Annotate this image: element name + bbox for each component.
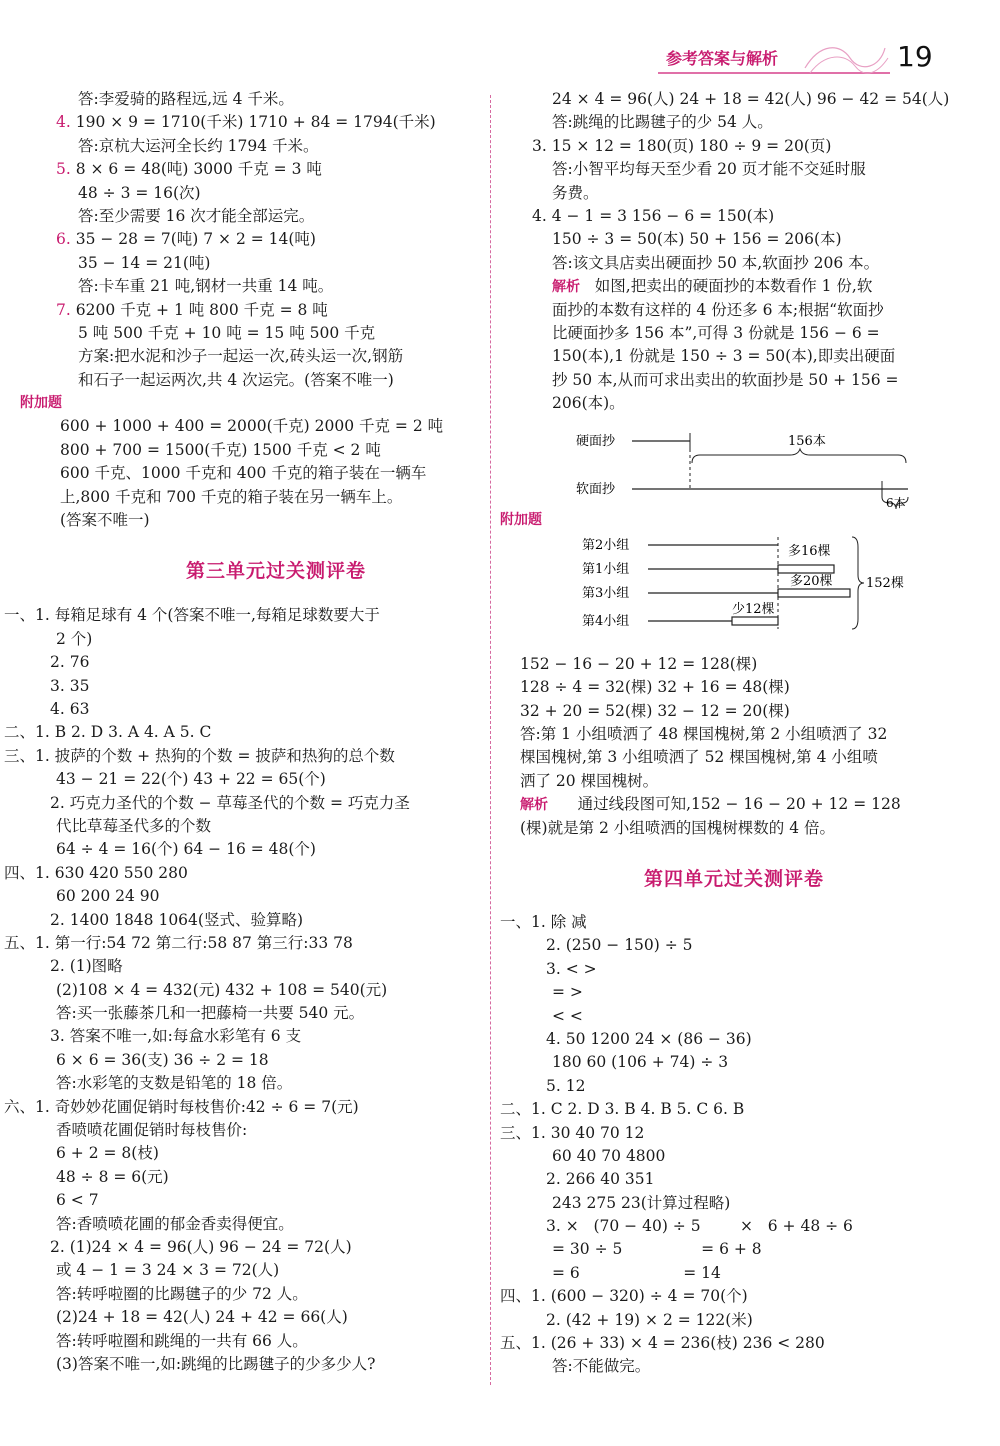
item-number: 4. [56,113,71,132]
text-line: 4. 50 1200 24 × (86 − 36) [546,1029,752,1048]
total-brace [852,537,864,629]
extra-question-label: 附加题 [500,512,542,529]
text-line: 5. 12 [546,1076,586,1095]
text-line: 答:京杭大运河全长约 1794 千米。 [78,136,319,155]
header-title: 参考答案与解析 [666,49,779,68]
section-title: 第三单元过关测评卷 [185,560,366,583]
text-line: (2)24 + 18 = 42(人) 24 + 42 = 66(人) [56,1308,348,1327]
text-line-content: 190 × 9 = 1710(千米) 1710 + 84 = 1794(千米) [75,113,436,132]
text-line: 上,800 千克和 700 千克的箱子装在另一辆车上。 [60,487,403,506]
text-line: 三、1. 披萨的个数 + 热狗的个数 = 披萨和热狗的总个数 [4,746,395,765]
text-line: 答:卡车重 21 吨,钢材一共重 14 吨。 [78,277,334,296]
group-label: 第3小组 [582,585,630,601]
text-line: 答:买一张藤茶几和一把藤椅一共要 540 元。 [56,1004,365,1023]
page-header [0,0,1000,85]
text-line: 152 − 16 − 20 + 12 = 128(棵) [520,654,758,673]
group-label: 第4小组 [582,613,630,629]
diagram-diff-label: 156本 [788,434,826,450]
text-line: 2. (250 − 150) ÷ 5 [546,936,693,955]
text-line-content: 6200 千克 + 1 吨 800 千克 = 8 吨 [75,300,328,319]
text-line: 3. 答案不唯一,如:每盒水彩笔有 6 支 [50,1027,302,1046]
text-line-content: 35 − 28 = 7(吨) 7 × 2 = 14(吨) [75,230,316,249]
text-line: 2. 76 [50,653,90,672]
diff-label-more16: 多16棵 [788,543,831,559]
text-line: 答:不能做完。 [552,1357,651,1376]
page-number: 19 [897,40,933,73]
diagram-extra-label: 6本 [886,496,906,510]
text-line: 4. 4 − 1 = 3 156 − 6 = 150(本) [532,206,775,225]
analysis-label: 解析 [552,279,580,296]
text-line: 答:第 1 小组喷洒了 48 棵国槐树,第 2 小组喷洒了 32 [520,725,888,744]
right-column [500,88,950,1379]
text-line: 五、1. (26 + 33) × 4 = 236(枝) 236 < 280 [500,1334,825,1353]
text-line: 2. 1400 1848 1064(竖式、验算略) [50,910,304,929]
text-line [520,275,948,298]
analysis-label: 解析 [520,797,548,814]
text-line: 128 ÷ 4 = 32(棵) 32 + 16 = 48(棵) [520,678,790,697]
text-line: < < [552,1006,583,1025]
text-line: 3. 15 × 12 = 180(页) 180 ÷ 9 = 20(页) [532,136,832,155]
text-line: 答:小智平均每天至少看 20 页才能不交延时服 [552,160,866,179]
text-line: 600 千克、1000 千克和 400 千克的箱子装在一辆车 [60,464,427,483]
text-line: 4. 63 [50,699,90,718]
text-line: 比硬面抄多 156 本”,可得 3 份就是 156 − 6 = [552,323,880,342]
analysis-text: 如图,把卖出的硬面抄的本数看作 1 份,软 [594,277,873,296]
text-line: 6 × 6 = 36(支) 36 ÷ 2 = 18 [56,1050,269,1069]
text-line: 棵国槐树,第 3 小组喷洒了 52 棵国槐树,第 4 小组喷 [520,748,878,767]
text-line: 2. (1)图略 [50,957,123,976]
group-label: 第1小组 [582,561,630,577]
text-line-content: 8 × 6 = 48(吨) 3000 千克 = 3 吨 [75,160,322,179]
text-line: 24 × 4 = 96(人) 24 + 18 = 42(人) 96 − 42 = 54(人) [552,90,950,108]
analysis-text: 通过线段图可知,152 − 16 − 20 + 12 = 128 [577,795,901,814]
text-line: 800 + 700 = 1500(千克) 1500 千克 < 2 吨 [60,440,381,459]
text-line: 答:转呼啦圈的比踢毽子的少 72 人。 [56,1284,308,1303]
text-line: 243 275 23(计算过程略) [552,1193,731,1212]
text-line [56,228,496,251]
text-line: 答:香喷喷花圃的郁金香卖得便宜。 [56,1214,294,1233]
text-line: 60 40 70 4800 [552,1146,666,1165]
text-line: 180 60 (106 + 74) ÷ 3 [552,1053,729,1072]
text-line: 一、1. 除 减 [500,912,587,931]
text-line: 三、1. 30 40 70 12 [500,1123,645,1142]
text-line: 6 + 2 = 8(枝) [56,1144,159,1163]
text-line: 四、1. (600 − 320) ÷ 4 = 70(个) [500,1287,748,1306]
text-line: 150(本),1 份就是 150 ÷ 3 = 50(本),即卖出硬面 [552,347,896,366]
text-line: 6 < 7 [56,1191,99,1210]
text-line: 四、1. 630 420 550 280 [4,863,188,882]
text-line: 32 + 20 = 52(棵) 32 − 12 = 20(棵) [520,701,790,720]
text-line: = > [552,983,583,1002]
text-line [56,111,496,134]
text-line: 面抄的本数有这样的 4 份还多 6 本;根据“软面抄 [552,300,884,319]
text-line: 3. × (70 − 40) ÷ 5 × 6 + 48 ÷ 6 [546,1217,853,1236]
text-line [56,158,496,181]
text-line: 答:跳绳的比踢毽子的少 54 人。 [552,113,773,132]
text-line: 2. (1)24 × 4 = 96(人) 96 − 24 = 72(人) [50,1237,352,1256]
item-number: 6. [56,230,71,249]
segment-diagram-notebooks [520,419,948,509]
text-line: = 30 ÷ 5 = 6 + 8 [552,1240,762,1259]
group-label: 第2小组 [582,537,630,553]
text-line: 2. (42 + 19) × 2 = 122(米) [546,1310,753,1329]
text-line: 和石子一起运两次,共 4 次运完。(答案不唯一) [78,370,394,389]
text-line: 600 + 1000 + 400 = 2000(千克) 2000 千克 = 2 吨 [60,417,444,436]
text-line: 35 − 14 = 21(吨) [78,253,211,272]
text-line: 2 个) [56,629,93,648]
text-line: 3. < > [546,959,597,978]
text-line: 答:至少需要 16 次才能全部运完。 [78,206,315,225]
diagram-label-soft: 软面抄 [576,482,616,498]
diff-label-more20: 多20棵 [790,573,833,589]
text-line: 或 4 − 1 = 3 24 × 3 = 72(人) [56,1261,280,1280]
text-line: 方案:把水泥和沙子一起运一次,砖头运一次,钢筋 [78,347,404,366]
text-line: (2)108 × 4 = 432(元) 432 + 108 = 540(元) [56,980,388,999]
text-line: 答:转呼啦圈和跳绳的一共有 66 人。 [56,1331,308,1350]
text-line: 答:该文具店卖出硬面抄 50 本,软面抄 206 本。 [552,253,880,272]
segment-less12 [732,617,778,625]
text-line: 抄 50 本,从而可求出卖出的软面抄是 50 + 156 = [552,370,899,389]
text-line: (3)答案不唯一,如:跳绳的比踢毽子的少多少人? [56,1354,376,1373]
text-line [56,299,496,322]
text-line: 5 吨 500 千克 + 10 吨 = 15 吨 500 千克 [78,323,376,342]
text-line: 代比草莓圣代多的个数 [56,816,212,835]
left-column [4,88,496,1376]
text-line: 64 ÷ 4 = 16(个) 64 − 16 = 48(个) [56,840,316,859]
segment-more16 [778,565,834,573]
item-number: 5. [56,160,71,179]
text-line: 2. 巧克力圣代的个数 − 草莓圣代的个数 = 巧克力圣 [50,793,410,812]
text-line: 48 ÷ 8 = 6(元) [56,1167,169,1186]
text-line: 一、1. 每箱足球有 4 个(答案不唯一,每箱足球数要大于 [4,606,380,625]
text-line: 答:李爱骑的路程远,远 4 千米。 [78,90,294,108]
extra-question-label: 附加题 [20,395,62,412]
text-line: (棵)就是第 2 小组喷洒的国槐树棵数的 4 倍。 [520,818,836,837]
segment-more20 [778,589,850,597]
item-number: 7. [56,300,71,319]
text-line: 48 ÷ 3 = 16(次) [78,183,201,202]
text-line: (答案不唯一) [60,511,150,530]
text-line: = 6 = 14 [552,1263,721,1282]
text-line [520,793,948,816]
text-line: 六、1. 奇妙妙花圃促销时每枝售价:42 ÷ 6 = 7(元) [4,1097,359,1116]
text-line: 五、1. 第一行:54 72 第二行:58 87 第三行:33 78 [4,933,353,952]
text-line: 洒了 20 棵国槐树。 [520,771,659,790]
decorative-swirl-icon [800,38,890,78]
text-line: 150 ÷ 3 = 50(本) 50 + 156 = 206(本) [552,230,842,249]
text-line: 香喷喷花圃促销时每枝售价: [56,1121,248,1140]
total-label: 152棵 [866,575,904,591]
diagram-label-hard: 硬面抄 [576,434,616,450]
brace-diff [692,449,906,463]
diff-label-less12: 少12棵 [732,601,775,617]
text-line: 43 − 21 = 22(个) 43 + 22 = 65(个) [56,770,326,789]
text-line: 答:水彩笔的支数是铅笔的 18 倍。 [56,1074,293,1093]
text-line: 二、1. C 2. D 3. B 4. B 5. C 6. B [500,1100,745,1119]
text-line: 二、1. B 2. D 3. A 4. A 5. C [4,723,212,742]
text-line: 60 200 24 90 [56,887,160,906]
text-line: 206(本)。 [552,394,625,413]
segment-diagram-groups [520,533,948,653]
section-title: 第四单元过关测评卷 [643,867,824,890]
text-line: 务费。 [552,183,599,202]
text-line: 3. 35 [50,676,90,695]
text-line: 2. 266 40 351 [546,1170,655,1189]
